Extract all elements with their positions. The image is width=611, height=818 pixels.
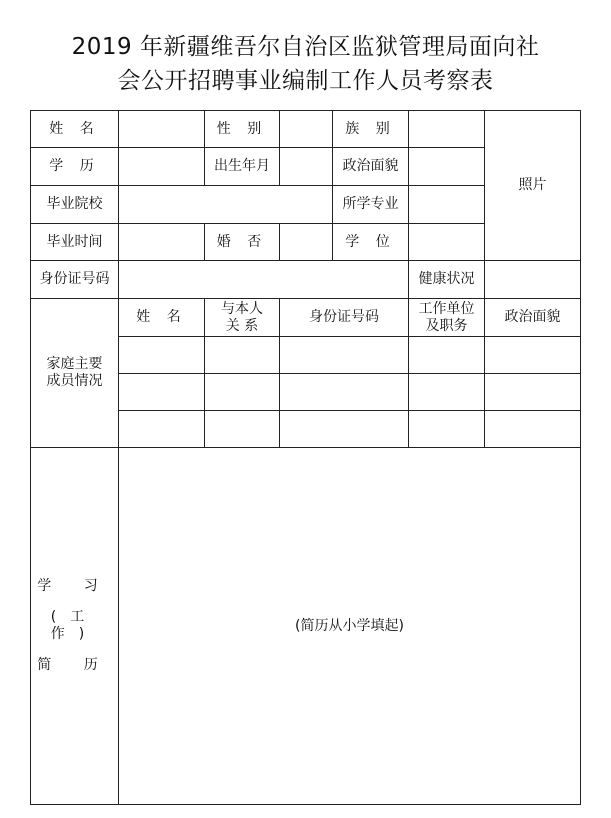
label-political: 政治面貌 (333, 148, 409, 186)
family-member-id[interactable] (280, 374, 409, 411)
row-basic-1 (31, 111, 581, 148)
resume-label-line-1: 学 习 (37, 578, 112, 594)
label-grad-time: 毕业时间 (31, 224, 119, 261)
family-member-name[interactable] (119, 337, 205, 374)
family-member-political[interactable] (485, 337, 581, 374)
family-label-line-2: 成员情况 (46, 373, 103, 389)
label-ethnicity: 族 别 (333, 111, 409, 148)
family-col-work-line-1: 工作单位 (418, 300, 475, 317)
family-col-relation-line-1: 与本人 (221, 300, 263, 317)
family-col-work-line-2: 及职务 (425, 317, 468, 334)
label-photo: 照片 (518, 177, 547, 193)
field-school[interactable] (119, 186, 333, 224)
label-major: 所学专业 (333, 186, 409, 224)
resume-label-line-3: 简 历 (37, 657, 112, 673)
family-member-relation[interactable] (205, 337, 280, 374)
label-degree: 学 位 (333, 224, 409, 261)
photo-box[interactable] (485, 111, 581, 261)
row-id-health (31, 261, 581, 299)
field-name[interactable] (119, 111, 205, 148)
family-member-relation[interactable] (205, 411, 280, 448)
family-col-work (409, 299, 485, 337)
label-school: 毕业院校 (31, 186, 119, 224)
family-member-work[interactable] (409, 374, 485, 411)
family-member-id[interactable] (280, 411, 409, 448)
field-ethnicity[interactable] (409, 111, 485, 148)
form-title-line-2: 会公开招聘事业编制工作人员考察表 (117, 68, 494, 94)
family-member-work[interactable] (409, 411, 485, 448)
family-member-name[interactable] (119, 411, 205, 448)
label-education: 学 历 (31, 148, 119, 186)
field-major[interactable] (409, 186, 485, 224)
label-birth: 出生年月 (205, 148, 280, 186)
family-member-id[interactable] (280, 337, 409, 374)
family-member-name[interactable] (119, 374, 205, 411)
family-col-name: 姓 名 (119, 299, 205, 337)
field-gender[interactable] (280, 111, 333, 148)
field-health[interactable] (485, 261, 581, 299)
family-col-relation-line-2: 关 系 (225, 317, 259, 334)
row-resume (31, 448, 581, 805)
resume-label-line-2: (工 作) (50, 609, 99, 642)
family-member-relation[interactable] (205, 374, 280, 411)
field-id-number[interactable] (119, 261, 409, 299)
label-name: 姓 名 (31, 111, 119, 148)
form-title-line-1: 2019 年新疆维吾尔自治区监狱管理局面向社 (71, 34, 540, 60)
family-col-id: 身份证号码 (280, 299, 409, 337)
label-gender: 性 别 (205, 111, 280, 148)
field-degree[interactable] (409, 224, 485, 261)
resume-hint: (简历从小学填起) (295, 617, 404, 634)
field-marriage[interactable] (280, 224, 333, 261)
applicant-form-table (30, 110, 581, 805)
family-section-label (31, 299, 119, 448)
family-label-line-1: 家庭主要 (46, 356, 103, 372)
family-member-political[interactable] (485, 374, 581, 411)
field-political[interactable] (409, 148, 485, 186)
family-col-relation (205, 299, 280, 337)
field-birth[interactable] (280, 148, 333, 186)
resume-field[interactable] (119, 448, 581, 805)
resume-section-label (31, 448, 119, 805)
family-member-political[interactable] (485, 411, 581, 448)
label-marriage: 婚 否 (205, 224, 280, 261)
row-family-header (31, 299, 581, 337)
label-id-number: 身份证号码 (31, 261, 119, 299)
label-health: 健康状况 (409, 261, 485, 299)
field-grad-time[interactable] (119, 224, 205, 261)
field-education[interactable] (119, 148, 205, 186)
family-col-political: 政治面貌 (485, 299, 581, 337)
family-member-work[interactable] (409, 337, 485, 374)
